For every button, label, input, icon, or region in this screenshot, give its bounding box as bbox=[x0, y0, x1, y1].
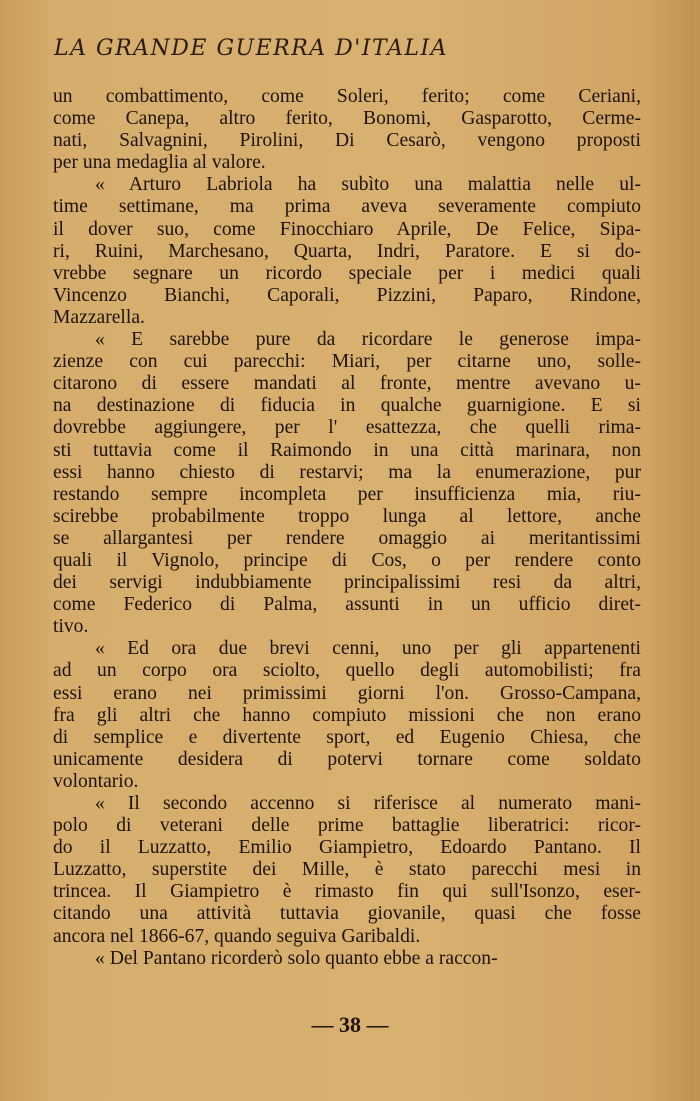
text-line: tivo. bbox=[53, 616, 89, 638]
paragraph bbox=[53, 948, 641, 970]
paragraph bbox=[53, 329, 641, 638]
paragraph bbox=[53, 793, 641, 948]
text-line: un combattimento, come Soleri, ferito; come Ceriani, bbox=[53, 86, 641, 107]
text-line: sti tuttavia come il Raimondo in una città marinara, non bbox=[53, 439, 641, 461]
text-line: citarono di essere mandati al fronte, mentre avevano u- bbox=[53, 373, 641, 395]
text-line: Vincenzo Bianchi, Caporali, Pizzini, Paparo, Rindone, bbox=[53, 284, 641, 306]
text-line: time settimane, ma prima aveva severamente compiuto bbox=[53, 196, 641, 218]
paragraph bbox=[53, 86, 641, 174]
text-line: vrebbe segnare un ricordo speciale per i medici quali bbox=[53, 262, 641, 284]
text-line: « Arturo Labriola ha subìto una malattia nelle ul- bbox=[95, 174, 641, 196]
paragraph bbox=[53, 638, 641, 793]
text-line: essi hanno chiesto di restarvi; ma la enumerazione, pur bbox=[53, 461, 641, 483]
text-line: nati, Salvagnini, Pirolini, Di Cesarò, vengono proposti bbox=[53, 130, 641, 152]
text-line: « Il secondo accenno si riferisce al numerato mani- bbox=[95, 793, 641, 814]
text-line: ancora nel 1866-67, quando seguiva Garibaldi. bbox=[53, 925, 421, 947]
running-header: LA GRANDE GUERRA D'ITALIA bbox=[54, 36, 449, 61]
text-line: « Del Pantano ricorderò solo quanto ebbe a raccon- bbox=[95, 947, 498, 969]
text-line: trincea. Il Giampietro è rimasto fin qui sull'Isonzo, eser- bbox=[53, 881, 641, 903]
text-line: « E sarebbe pure da ricordare le generose impa- bbox=[95, 329, 641, 351]
text-line: do il Luzzatto, Emilio Giampietro, Edoardo Pantano. Il bbox=[53, 837, 641, 859]
page-number: — 38 — bbox=[311, 1012, 389, 1037]
text-line: come Canepa, altro ferito, Bonomi, Gasparotto, Cerme- bbox=[53, 108, 641, 130]
text-line: essi erano nei primissimi giorni l'on. Grosso-Campana, bbox=[53, 682, 641, 704]
text-line: come Federico di Palma, assunti in un ufficio diret- bbox=[53, 594, 641, 616]
text-line: scirebbe probabilmente troppo lunga al lettore, anche bbox=[53, 505, 641, 527]
text-line: dovrebbe aggiungere, per l' esattezza, che quelli rima- bbox=[53, 417, 641, 439]
text-line: restando sempre incompleta per insufficienza mia, riu- bbox=[53, 483, 641, 505]
text-line: citando una attività tuttavia giovanile, quasi che fosse bbox=[53, 903, 641, 925]
text-line: fra gli altri che hanno compiuto missioni che non erano bbox=[53, 704, 641, 726]
text-line: ri, Ruini, Marchesano, Quarta, Indri, Paratore. E si do- bbox=[53, 240, 641, 262]
text-line: polo di veterani delle prime battaglie liberatrici: ricor- bbox=[53, 815, 641, 837]
paragraph bbox=[53, 174, 641, 329]
text-line: unicamente desidera di potervi tornare come soldato bbox=[53, 748, 641, 770]
text-line: se allargantesi per rendere omaggio ai meritantissimi bbox=[53, 527, 641, 549]
text-line: quali il Vignolo, principe di Cos, o per rendere conto bbox=[53, 549, 641, 571]
text-line: il dover suo, come Finocchiaro Aprile, De Felice, Sipa- bbox=[53, 218, 641, 240]
text-line: Luzzatto, superstite dei Mille, è stato parecchi mesi in bbox=[53, 859, 641, 881]
text-line: ad un corpo ora sciolto, quello degli automobilisti; fra bbox=[53, 660, 641, 682]
text-line: « Ed ora due brevi cenni, uno per gli appartenenti bbox=[95, 638, 641, 660]
text-line: volontario. bbox=[53, 770, 139, 792]
text-line: dei servigi indubbiamente principalissimi resi da altri, bbox=[53, 572, 641, 594]
text-line: di semplice e divertente sport, ed Eugenio Chiesa, che bbox=[53, 726, 641, 748]
text-line: Mazzarella. bbox=[53, 306, 145, 328]
body-text bbox=[53, 86, 641, 970]
text-line: per una medaglia al valore. bbox=[53, 152, 266, 174]
text-line: na destinazione di fiducia in qualche guarnigione. E si bbox=[53, 395, 641, 417]
text-line: zienze con cui parecchi: Miari, per citarne uno, solle- bbox=[53, 351, 641, 373]
